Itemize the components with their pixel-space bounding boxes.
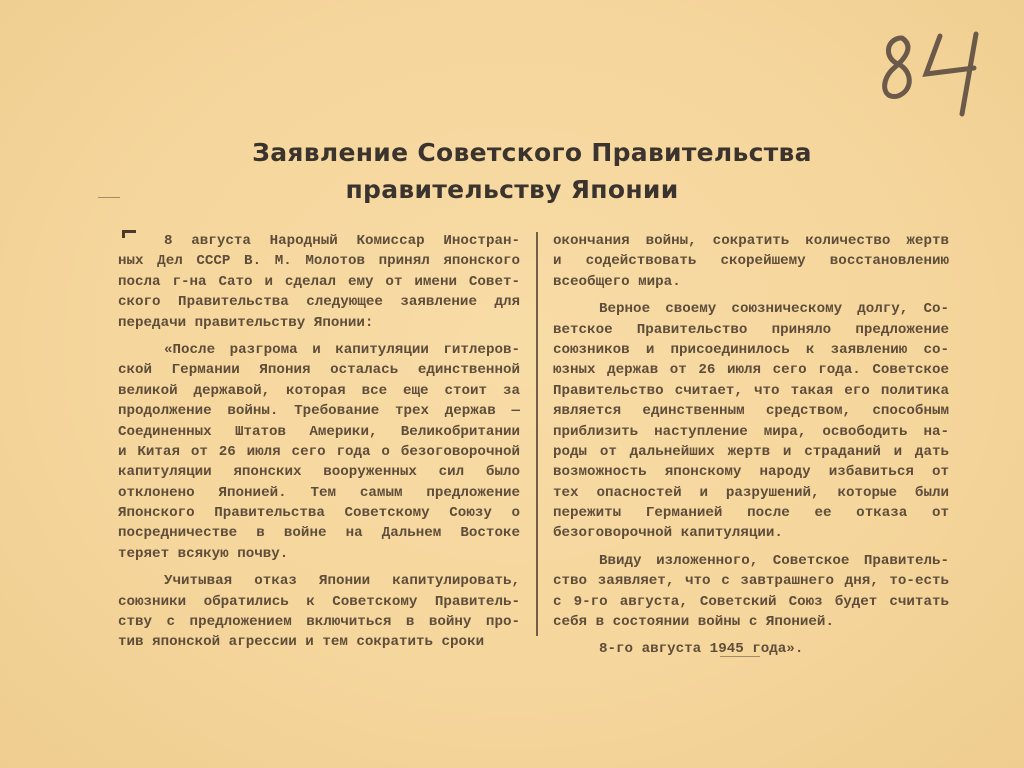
text-line: пережиты Германией после ее отказа от [553,505,949,522]
paragraph [118,340,520,564]
text-line: ству с предложением включиться в войну про- [118,614,520,631]
text-line: роды от дальнейших жертв и страданий и дать [553,443,949,460]
text-line: Ввиду изложенного, Советское Правитель- [599,552,949,569]
text-line: союзников и присоединилось к заявлению со- [553,341,949,358]
text-line: безоговорочной капитуляции. [553,525,783,542]
text-line: «После разгрома и капитуляции гитлеров- [164,341,520,358]
text-line: 8-го августа 1945 года». [599,641,804,658]
text-line: теряет всякую почву. [118,545,289,562]
text-line: капитуляции японских вооруженных сил было [118,464,520,481]
text-line: ского Правительства следующее заявление для [118,294,520,311]
text-line: и Китая от 26 июля сего года о безоговорочной [118,443,520,460]
text-line: ской Германии Япония осталась единственной [118,362,520,379]
left-column [118,231,520,660]
text-line: отклонено Японией. Тем самым предложение [118,484,520,501]
text-line: посредничестве в войне на Дальнем Востоке [118,525,520,542]
text-line: и содействовать скорейшему восстановлению [553,253,949,270]
text-line: продолжение войны. Требование трех держав — [118,403,520,420]
text-line: Верное своему союзническому долгу, Со- [599,301,949,318]
headline-line-2: правительству Японии [345,175,679,204]
text-line: возможность японскому народу избавиться от [553,464,949,481]
text-line: посла г-на Сато и сделал ему от имени Совет- [118,273,520,290]
text-line: передачи правительству Японии: [118,314,374,331]
column-rule [536,232,538,636]
text-line: союзники обратились к Советскому Правитель- [118,593,520,610]
right-column [553,231,949,667]
headline-line-1: Заявление Советского Правительства [252,138,812,167]
text-line: Японского Правительства Советскому Союзу о [118,505,520,522]
text-line: Правительство считает, что такая его политика [553,382,949,399]
paragraph [553,551,949,633]
paragraph [118,571,520,653]
paragraph [118,231,520,333]
handwritten-page-number [878,28,998,128]
text-line: юзных держав от 26 июля сего года. Советское [553,362,949,379]
text-line: себя в состоянии войны с Японией. [553,614,834,631]
paragraph [553,299,949,544]
text-line: Учитывая отказ Японии капитулировать, [164,573,520,590]
text-line: с 9-го августа, Советский Союз будет считать [553,593,949,610]
text-line: ветское Правительство приняло предложение [553,321,949,338]
text-line: приблизить наступление мира, освободить на- [553,423,949,440]
text-line: тех опасностей и разрушений, которые были [553,484,949,501]
text-line: тив японской агрессии и тем сократить сроки [118,634,485,651]
text-line: является единственным средством, способным [553,403,949,420]
text-line: всеобщего мира. [553,273,681,290]
text-line: 8 августа Народный Комиссар Иностран- [164,233,520,249]
text-line: ных Дел СССР В. М. Молотов принял японского [118,253,520,270]
text-line: Соединенных Штатов Америки, Великобритании [118,423,520,440]
text-line: ство заявляет, что с завтрашнего дня, то-есть [553,573,949,590]
divider-mark [98,197,120,198]
paragraph [553,639,949,659]
paragraph [553,231,949,292]
text-line: окончания войны, сократить количество жертв [553,233,949,249]
text-line: великой державой, которая все еще стоит за [118,382,520,399]
